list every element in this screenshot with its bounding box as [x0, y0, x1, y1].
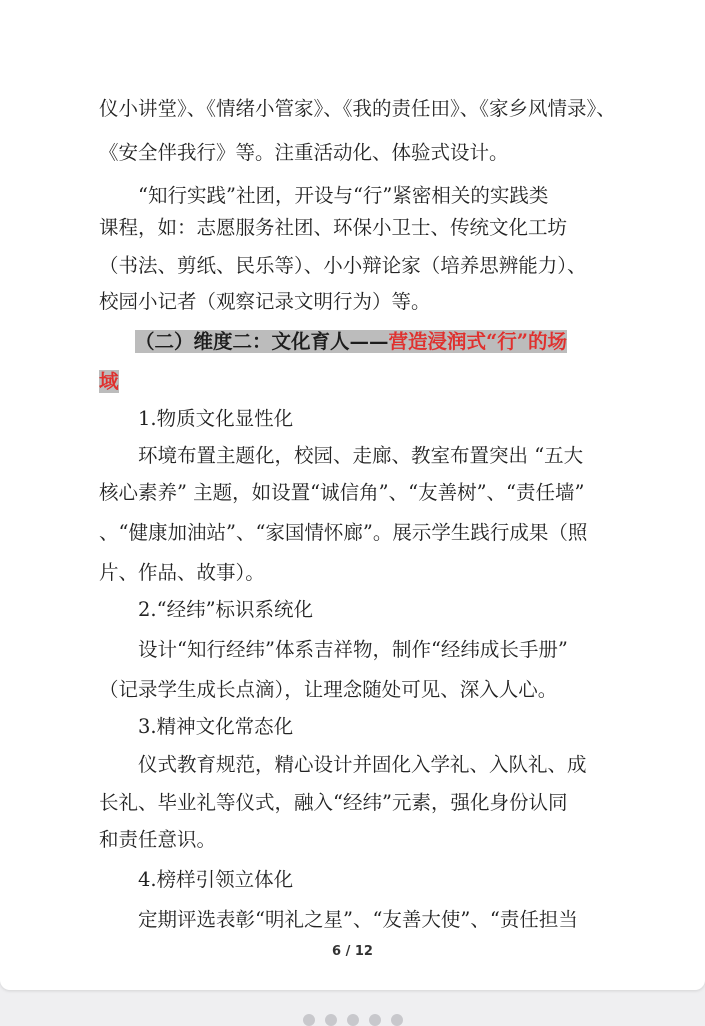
- text-line: 定期评选表彰“明礼之星”、“友善大使”、“责任担当: [138, 908, 578, 931]
- subheading: 3.精神文化常态化: [138, 715, 294, 738]
- text-line: 设计“知行经纬”体系吉祥物，制作“经纬成长手册”: [138, 638, 568, 661]
- page-indicator: 6 / 12: [332, 944, 373, 959]
- text-line: 核心素养” 主题，如设置“诚信角”、“友善树”、“责任墙”: [99, 481, 585, 504]
- text-line: （书法、剪纸、民乐等）、小小辩论家（培养思辨能力）、: [99, 254, 587, 277]
- text-line: 课程，如：志愿服务社团、环保小卫士、传统文化工坊: [99, 216, 568, 239]
- text-line: 片、作品、故事）。: [99, 561, 265, 584]
- subheading: 4.榜样引领立体化: [138, 868, 294, 891]
- page-dot[interactable]: [325, 1014, 337, 1026]
- page-dot[interactable]: [391, 1014, 403, 1026]
- page-dot[interactable]: [347, 1014, 359, 1026]
- text-line: 仪小讲堂》、《情绪小管家》、《我的责任田》、《家乡风情录》、: [99, 97, 616, 120]
- text-line: “知行实践”社团，开设与“行”紧密相关的实践类: [138, 184, 549, 207]
- page-dot[interactable]: [303, 1014, 315, 1026]
- subheading: 2.“经纬”标识系统化: [138, 598, 314, 621]
- heading-highlight-text: 域: [99, 370, 119, 393]
- text-line: 校园小记者（观察记录文明行为）等。: [99, 290, 431, 313]
- text-line: 长礼、毕业礼等仪式，融入“经纬”元素，强化身份认同: [99, 791, 568, 814]
- text-line: 环境布置主题化，校园、走廊、教室布置突出 “五大: [138, 444, 584, 467]
- text-line: 、“健康加油站”、“家国情怀廊”。展示学生践行成果（照: [99, 521, 588, 544]
- page-dots: [0, 1014, 705, 1026]
- subheading: 1.物质文化显性化: [138, 407, 294, 430]
- heading-highlight-text: 营造浸润式“行”的场: [388, 330, 567, 353]
- text-line: 和责任意识。: [99, 828, 217, 851]
- heading-text: （二）维度二：文化育人——: [135, 330, 389, 353]
- text-line: 仪式教育规范，精心设计并固化入学礼、入队礼、成: [138, 753, 587, 776]
- page-dot[interactable]: [369, 1014, 381, 1026]
- text-line: （记录学生成长点滴），让理念随处可见、深入人心。: [99, 678, 558, 701]
- text-line: 《安全伴我行》等。注重活动化、体验式设计。: [99, 141, 509, 164]
